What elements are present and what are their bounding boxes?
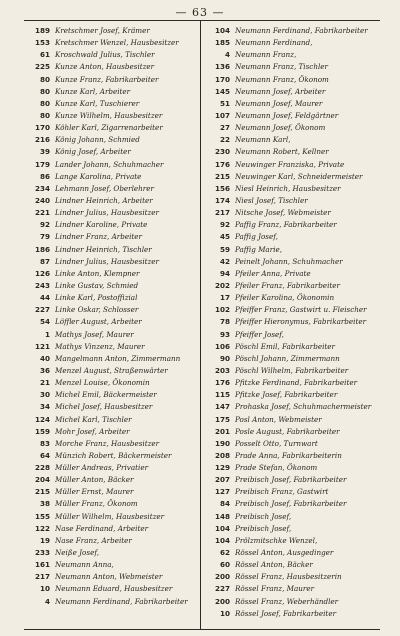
list-item bbox=[204, 401, 380, 413]
list-item bbox=[24, 171, 200, 183]
resident-entry: Neumann Franz, Ökonom bbox=[235, 74, 329, 84]
resident-entry: Lehmann Josef, Oberlehrer bbox=[55, 183, 154, 193]
list-item bbox=[24, 268, 200, 280]
list-item bbox=[24, 231, 200, 243]
resident-entry: Rössel Anton, Ausgedinger bbox=[235, 548, 334, 558]
resident-entry: Kunze Franz, Fabrikarbeiter bbox=[55, 74, 159, 84]
resident-entry: Preibisch Josef, bbox=[235, 523, 292, 533]
list-item bbox=[204, 86, 380, 98]
resident-entry: Nitsche Josef, Webmeister bbox=[235, 208, 331, 218]
resident-entry: Köhler Karl, Zigarrenarbeiter bbox=[55, 123, 163, 133]
house-number: 155 bbox=[34, 511, 50, 521]
house-number: 227 bbox=[214, 584, 230, 594]
house-number: 59 bbox=[219, 244, 230, 254]
list-item bbox=[204, 365, 380, 377]
list-item bbox=[204, 122, 380, 134]
house-number: 102 bbox=[214, 305, 230, 315]
house-number: 92 bbox=[219, 220, 230, 230]
list-item bbox=[204, 183, 380, 195]
house-number: 189 bbox=[34, 26, 50, 35]
house-number: 78 bbox=[219, 317, 230, 327]
list-item bbox=[24, 486, 200, 498]
right-column bbox=[204, 25, 380, 620]
resident-entry: Prölzmitschke Wenzel, bbox=[235, 535, 318, 545]
resident-entry: Neumann Anna, bbox=[55, 560, 114, 570]
house-number: 83 bbox=[39, 438, 50, 448]
list-item bbox=[24, 316, 200, 328]
resident-entry: Löffler August, Arbeiter bbox=[55, 317, 142, 327]
house-number: 243 bbox=[34, 280, 50, 290]
resident-entry: Kroschwald Julius, Tischler bbox=[55, 50, 155, 60]
house-number: 21 bbox=[39, 378, 50, 388]
resident-entry: Preibisch Josef, Fabrikarbeiter bbox=[235, 475, 347, 485]
house-number: 38 bbox=[39, 499, 50, 509]
house-number: 19 bbox=[39, 535, 50, 545]
resident-entry: Pfeiffer Hieronymus, Fabrikarbeiter bbox=[235, 317, 367, 327]
list-item bbox=[24, 353, 200, 365]
list-item bbox=[204, 438, 380, 450]
house-number: 54 bbox=[39, 317, 50, 327]
list-item bbox=[204, 61, 380, 73]
house-number: 93 bbox=[219, 329, 230, 339]
list-item bbox=[24, 414, 200, 426]
house-number: 176 bbox=[214, 159, 230, 169]
resident-entry: Lindner Franz, Arbeiter bbox=[55, 232, 142, 242]
resident-entry: Morche Franz, Hausbesitzer bbox=[55, 438, 160, 448]
resident-entry: Neuwinger Karl, Schneidermeister bbox=[235, 171, 363, 181]
house-number: 228 bbox=[34, 463, 50, 473]
list-item bbox=[24, 183, 200, 195]
list-item bbox=[24, 304, 200, 316]
resident-entry: Rössel Franz, Maurer bbox=[235, 584, 315, 594]
house-number: 233 bbox=[34, 548, 50, 558]
list-item bbox=[204, 268, 380, 280]
list-item bbox=[24, 61, 200, 73]
house-number: 148 bbox=[214, 511, 230, 521]
resident-entry: Nase Ferdinand, Arbeiter bbox=[55, 523, 149, 533]
list-item bbox=[204, 207, 380, 219]
list-item bbox=[204, 523, 380, 535]
house-number: 87 bbox=[39, 256, 50, 266]
list-item bbox=[24, 256, 200, 268]
house-number: 22 bbox=[219, 135, 230, 145]
list-item bbox=[204, 474, 380, 486]
house-number: 129 bbox=[214, 463, 230, 473]
list-item bbox=[24, 523, 200, 535]
house-number: 127 bbox=[214, 487, 230, 497]
house-number: 215 bbox=[214, 171, 230, 181]
resident-entry: Linke Karl, Postoffizial bbox=[55, 293, 138, 303]
list-item bbox=[204, 110, 380, 122]
list-item bbox=[24, 159, 200, 171]
resident-entry: Pfeiffer Franz, Gastwirt u. Fleischer bbox=[235, 305, 367, 315]
list-item bbox=[24, 244, 200, 256]
resident-entry: Rössel Anton, Bäcker bbox=[235, 560, 313, 570]
list-item bbox=[204, 559, 380, 571]
house-number: 1 bbox=[44, 329, 50, 339]
house-number: 60 bbox=[219, 560, 230, 570]
list-item bbox=[204, 341, 380, 353]
resident-entry: Michel Karl, Tischler bbox=[55, 414, 132, 424]
house-number: 80 bbox=[39, 110, 50, 120]
house-number: 161 bbox=[34, 560, 50, 570]
house-number: 80 bbox=[39, 98, 50, 108]
house-number: 51 bbox=[219, 98, 230, 108]
resident-entry: Lander Johann, Schuhmacher bbox=[55, 159, 164, 169]
house-number: 92 bbox=[39, 220, 50, 230]
resident-entry: Niesl Josef, Tischler bbox=[235, 195, 308, 205]
house-number: 145 bbox=[214, 86, 230, 96]
list-item bbox=[24, 498, 200, 510]
resident-entry: Müller Ernst, Maurer bbox=[55, 487, 134, 497]
resident-entry: Neuwinger Franziska, Private bbox=[235, 159, 345, 169]
left-column bbox=[24, 25, 200, 608]
list-item bbox=[204, 49, 380, 61]
list-item bbox=[204, 583, 380, 595]
house-number: 44 bbox=[39, 293, 50, 303]
list-item bbox=[204, 414, 380, 426]
resident-entry: Paffig Franz, Fabrikarbeiter bbox=[235, 220, 337, 230]
list-item bbox=[204, 486, 380, 498]
house-number: 39 bbox=[39, 147, 50, 157]
house-number: 170 bbox=[34, 123, 50, 133]
resident-entry: Kunze Karl, Arbeiter bbox=[55, 86, 131, 96]
resident-entry: Pfitzke Ferdinand, Fabrikarbeiter bbox=[235, 378, 358, 388]
house-number: 4 bbox=[224, 50, 230, 60]
house-number: 234 bbox=[34, 183, 50, 193]
resident-entry: Niesl Heinrich, Hausbesitzer bbox=[235, 183, 341, 193]
house-number: 45 bbox=[219, 232, 230, 242]
house-number: 10 bbox=[39, 584, 50, 594]
resident-entry: Peinelt Johann, Schuhmacher bbox=[235, 256, 343, 266]
resident-entry: Mathys Josef, Maurer bbox=[55, 329, 134, 339]
list-item bbox=[24, 583, 200, 595]
resident-entry: Neumann Karl, bbox=[235, 135, 291, 145]
list-item bbox=[24, 450, 200, 462]
house-number: 136 bbox=[214, 62, 230, 72]
list-item bbox=[24, 49, 200, 61]
resident-entry: Neumann Robert, Kellner bbox=[235, 147, 329, 157]
resident-entry: Müller Franz, Ökonom bbox=[55, 499, 138, 509]
list-item bbox=[204, 498, 380, 510]
house-number: 227 bbox=[34, 305, 50, 315]
list-item bbox=[24, 98, 200, 110]
list-item bbox=[24, 110, 200, 122]
resident-entry: Kunze Anton, Hausbesitzer bbox=[55, 62, 155, 72]
list-item bbox=[204, 244, 380, 256]
resident-entry: König Johann, Schmied bbox=[55, 135, 140, 145]
list-item bbox=[204, 25, 380, 37]
resident-entry: Lindner Heinrich, Tischler bbox=[55, 244, 152, 254]
list-item bbox=[24, 292, 200, 304]
house-number: 36 bbox=[39, 365, 50, 375]
list-item bbox=[24, 329, 200, 341]
resident-entry: Neumann Ferdinand, Fabrikarbeiter bbox=[235, 26, 368, 35]
resident-entry: Neumann Franz, bbox=[235, 50, 297, 60]
list-item bbox=[204, 146, 380, 158]
resident-entry: Prade Stefan, Ökonom bbox=[235, 463, 318, 473]
list-item bbox=[24, 146, 200, 158]
house-number: 200 bbox=[214, 572, 230, 582]
resident-entry: Kunze Karl, Tuschierer bbox=[55, 98, 140, 108]
resident-entry: Neumann Josef, Arbeiter bbox=[235, 86, 326, 96]
resident-entry: Linke Anton, Klempner bbox=[55, 268, 140, 278]
house-number: 204 bbox=[34, 475, 50, 485]
resident-entry: Neumann Josef, Ökonom bbox=[235, 123, 326, 133]
house-number: 207 bbox=[214, 475, 230, 485]
resident-entry: Linke Gustav, Schmied bbox=[55, 280, 139, 290]
list-item bbox=[204, 171, 380, 183]
house-number: 179 bbox=[34, 159, 50, 169]
house-number: 221 bbox=[34, 208, 50, 218]
resident-entry: Prohaska Josef, Schuhmachermeister bbox=[235, 402, 372, 412]
house-number: 215 bbox=[34, 487, 50, 497]
house-number: 30 bbox=[39, 390, 50, 400]
resident-entry: Nase Franz, Arbeiter bbox=[55, 535, 132, 545]
resident-entry: Neumann Ferdinand, bbox=[235, 38, 313, 48]
house-number: 84 bbox=[219, 499, 230, 509]
house-number: 10 bbox=[219, 608, 230, 618]
resident-entry: Preibisch Franz, Gastwirt bbox=[235, 487, 329, 497]
list-item bbox=[24, 207, 200, 219]
house-number: 27 bbox=[219, 123, 230, 133]
list-item bbox=[24, 25, 200, 37]
house-number: 90 bbox=[219, 353, 230, 363]
list-item bbox=[24, 86, 200, 98]
house-number: 240 bbox=[34, 195, 50, 205]
resident-entry: Preibisch Josef, Fabrikarbeiter bbox=[235, 499, 347, 509]
resident-entry: Lindner Julius, Hausbesitzer bbox=[55, 208, 159, 218]
list-item bbox=[204, 98, 380, 110]
resident-entry: Prade Anna, Fabrikarbeiterin bbox=[235, 450, 342, 460]
list-item bbox=[204, 547, 380, 559]
resident-entry: König Josef, Arbeiter bbox=[55, 147, 131, 157]
house-number: 122 bbox=[34, 523, 50, 533]
list-item bbox=[204, 256, 380, 268]
house-number: 217 bbox=[34, 572, 50, 582]
resident-entry: Rössel Franz, Hausbesitzerin bbox=[235, 572, 342, 582]
resident-entry: Rössel Franz, Weberhändler bbox=[235, 596, 339, 606]
column-divider bbox=[200, 21, 201, 629]
resident-entry: Pöschl Johann, Zimmermann bbox=[235, 353, 340, 363]
house-number: 208 bbox=[214, 450, 230, 460]
list-item bbox=[24, 571, 200, 583]
resident-entry: Neumann Franz, Tischler bbox=[235, 62, 328, 72]
list-item bbox=[24, 547, 200, 559]
resident-entry: Mangelmann Anton, Zimmermann bbox=[55, 353, 181, 363]
list-item bbox=[24, 559, 200, 571]
house-number: 200 bbox=[214, 596, 230, 606]
list-item bbox=[204, 74, 380, 86]
list-item bbox=[204, 231, 380, 243]
list-item bbox=[204, 535, 380, 547]
resident-entry: Müller Wilhelm, Hausbesitzer bbox=[55, 511, 165, 521]
house-number: 40 bbox=[39, 353, 50, 363]
house-number: 104 bbox=[214, 26, 230, 35]
list-item bbox=[204, 608, 380, 620]
resident-entry: Kunze Wilhelm, Hausbesitzer bbox=[55, 110, 163, 120]
list-item bbox=[24, 74, 200, 86]
house-number: 42 bbox=[219, 256, 230, 266]
resident-entry: Müller Andreas, Privatier bbox=[55, 463, 149, 473]
house-number: 175 bbox=[214, 414, 230, 424]
house-number: 80 bbox=[39, 86, 50, 96]
resident-entry: Neiße Josef, bbox=[55, 548, 100, 558]
resident-entry: Pöschl Emil, Fabrikarbeiter bbox=[235, 341, 335, 351]
house-number: 201 bbox=[214, 426, 230, 436]
house-number: 203 bbox=[214, 365, 230, 375]
list-item bbox=[204, 219, 380, 231]
list-item bbox=[204, 292, 380, 304]
list-item bbox=[24, 474, 200, 486]
resident-entry: Pfeiler Karolina, Ökonomin bbox=[235, 293, 335, 303]
resident-entry: Michel Emil, Bäckermeister bbox=[55, 390, 157, 400]
resident-entry: Lindner Karoline, Private bbox=[55, 220, 148, 230]
list-item bbox=[24, 377, 200, 389]
resident-entry: Posl Anton, Webmeister bbox=[235, 414, 322, 424]
resident-entry: Posselt Otto, Turnwart bbox=[235, 438, 318, 448]
resident-entry: Münzich Robert, Bäckermeister bbox=[55, 450, 172, 460]
resident-entry: Neumann Eduard, Hausbesitzer bbox=[55, 584, 173, 594]
resident-entry: Kretschmer Wenzel, Hausbesitzer bbox=[55, 38, 179, 48]
list-item bbox=[204, 37, 380, 49]
resident-entry: Kretschmer Josef, Krämer bbox=[55, 26, 150, 35]
list-item bbox=[204, 134, 380, 146]
list-item bbox=[204, 195, 380, 207]
resident-entry: Menzel August, Straßenwärter bbox=[55, 365, 168, 375]
house-number: 121 bbox=[34, 341, 50, 351]
list-item bbox=[24, 462, 200, 474]
house-number: 62 bbox=[219, 548, 230, 558]
list-item bbox=[204, 377, 380, 389]
house-number: 185 bbox=[214, 38, 230, 48]
list-item bbox=[204, 426, 380, 438]
house-number: 216 bbox=[34, 135, 50, 145]
list-item bbox=[24, 195, 200, 207]
house-number: 202 bbox=[214, 280, 230, 290]
resident-entry: Pöschl Wilhelm, Fabrikarbeiter bbox=[235, 365, 349, 375]
list-item bbox=[204, 316, 380, 328]
resident-entry: Paffig Marie, bbox=[235, 244, 282, 254]
list-item bbox=[24, 219, 200, 231]
list-item bbox=[204, 596, 380, 608]
house-number: 104 bbox=[214, 535, 230, 545]
resident-entry: Müller Anton, Bäcker bbox=[55, 475, 134, 485]
list-item bbox=[24, 389, 200, 401]
resident-entry: Preibisch Josef, bbox=[235, 511, 292, 521]
page-number: — 63 — bbox=[175, 6, 225, 19]
house-number: 107 bbox=[214, 110, 230, 120]
house-number: 4 bbox=[44, 596, 50, 606]
list-item bbox=[24, 122, 200, 134]
house-number: 34 bbox=[39, 402, 50, 412]
list-item bbox=[204, 353, 380, 365]
house-number: 190 bbox=[214, 438, 230, 448]
resident-entry: Mathys Vinzenz, Maurer bbox=[55, 341, 145, 351]
resident-entry: Lindner Julius, Hausbesitzer bbox=[55, 256, 159, 266]
list-item bbox=[204, 462, 380, 474]
resident-entry: Rössel Josef, Fabrikarbeiter bbox=[235, 608, 337, 618]
house-number: 64 bbox=[39, 450, 50, 460]
resident-entry: Pfeiler Franz, Fabrikarbeiter bbox=[235, 280, 340, 290]
list-item bbox=[204, 389, 380, 401]
list-item bbox=[24, 365, 200, 377]
list-item bbox=[24, 134, 200, 146]
list-item bbox=[24, 511, 200, 523]
resident-entry: Mohr Josef, Arbeiter bbox=[55, 426, 130, 436]
house-number: 61 bbox=[39, 50, 50, 60]
house-number: 230 bbox=[214, 147, 230, 157]
house-number: 170 bbox=[214, 74, 230, 84]
house-number: 156 bbox=[214, 183, 230, 193]
house-number: 186 bbox=[34, 244, 50, 254]
list-item bbox=[204, 571, 380, 583]
house-number: 225 bbox=[34, 62, 50, 72]
list-item bbox=[204, 304, 380, 316]
resident-entry: Lange Karolina, Private bbox=[55, 171, 142, 181]
house-number: 106 bbox=[214, 341, 230, 351]
resident-entry: Neumann Anton, Webmeister bbox=[55, 572, 163, 582]
list-item bbox=[24, 401, 200, 413]
resident-list-table bbox=[24, 20, 380, 630]
resident-entry: Posle August, Fabrikarbeiter bbox=[235, 426, 340, 436]
resident-entry: Neumann Josef, Feldgärtner bbox=[235, 110, 339, 120]
list-item bbox=[24, 426, 200, 438]
list-item bbox=[24, 280, 200, 292]
house-number: 94 bbox=[219, 268, 230, 278]
resident-entry: Pfeiler Anna, Private bbox=[235, 268, 311, 278]
house-number: 80 bbox=[39, 74, 50, 84]
resident-entry: Linke Oskar, Schlosser bbox=[55, 305, 139, 315]
resident-entry: Pfitzke Josef, Fabrikarbeiter bbox=[235, 390, 338, 400]
list-item bbox=[204, 280, 380, 292]
house-number: 79 bbox=[39, 232, 50, 242]
resident-entry: Michel Josef, Hausbesitzer bbox=[55, 402, 153, 412]
resident-entry: Neumann Josef, Maurer bbox=[235, 98, 323, 108]
house-number: 17 bbox=[219, 293, 230, 303]
house-number: 147 bbox=[214, 402, 230, 412]
list-item bbox=[204, 450, 380, 462]
house-number: 86 bbox=[39, 171, 50, 181]
house-number: 174 bbox=[214, 195, 230, 205]
house-number: 176 bbox=[214, 378, 230, 388]
house-number: 126 bbox=[34, 268, 50, 278]
list-item bbox=[24, 341, 200, 353]
house-number: 153 bbox=[34, 38, 50, 48]
list-item bbox=[204, 159, 380, 171]
resident-entry: Neumann Ferdinand, Fabrikarbeiter bbox=[55, 596, 188, 606]
resident-entry: Paffig Josef, bbox=[235, 232, 278, 242]
list-item bbox=[24, 438, 200, 450]
list-item bbox=[204, 329, 380, 341]
resident-entry: Pfeiffer Josef, bbox=[235, 329, 284, 339]
list-item bbox=[24, 535, 200, 547]
house-number: 217 bbox=[214, 208, 230, 218]
house-number: 159 bbox=[34, 426, 50, 436]
list-item bbox=[204, 511, 380, 523]
house-number: 115 bbox=[214, 390, 230, 400]
resident-entry: Menzel Louise, Ökonomin bbox=[55, 378, 150, 388]
house-number: 104 bbox=[214, 523, 230, 533]
list-item bbox=[24, 596, 200, 608]
list-item bbox=[24, 37, 200, 49]
house-number: 124 bbox=[34, 414, 50, 424]
resident-entry: Lindner Heinrich, Arbeiter bbox=[55, 195, 153, 205]
